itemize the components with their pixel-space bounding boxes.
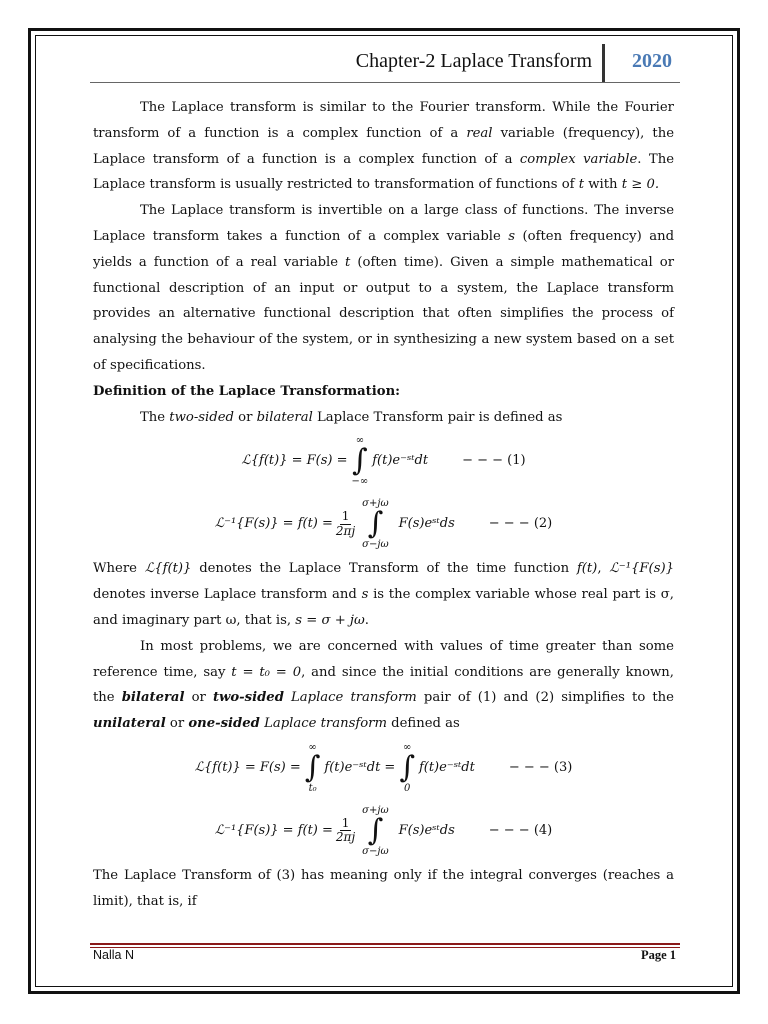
equation-3: ℒ{f(t)} = F(s) = ∞ ∫ t₀ f(t)e⁻ˢᵗdt = ∞ ∫ 0 f(t)e⁻ˢᵗdt − − − (3) [194, 741, 573, 794]
fraction: $\frac{1}{2\pi j}$ [335, 815, 356, 845]
integral-sign: ∞ ∫ 0 [399, 741, 415, 794]
paragraph-4: Where ℒ{f(t)} denotes the Laplace Transform of the time function f(t), ℒ⁻¹{F(s)} denotes inverse Laplace transform and s is the complex variable whose real part is σ, and imaginary part ω, that is, s = σ + jω. [93, 561, 674, 628]
integral-sign: σ+jω ∫ σ−jω [362, 498, 389, 551]
footer-rule-thin [90, 947, 680, 948]
integral-sign: ∞ ∫ −∞ [351, 435, 369, 488]
equation-number: − − − (1) [462, 453, 526, 469]
paragraph-3: The two-sided or bilateral Laplace Transform pair is defined as [140, 409, 563, 425]
fraction: $\frac{1}{2\pi j}$ [335, 509, 356, 538]
header-year: 2020 [632, 50, 672, 72]
paragraph-5: In most problems, we are concerned with values of time greater than some reference time, say t = t₀ = 0, and since the initial conditions are generally known, the bilateral or two-sided Laplace transform pair of (1) and (2) simplifies to the unilateral or one-sided Laplace transform defined as [93, 638, 674, 732]
header-rule [90, 82, 680, 83]
equation-1: ℒ{f(t)} = F(s) = ∞ ∫ −∞ f(t)e⁻ˢᵗdt − − − (1) [241, 435, 526, 488]
page-header [90, 46, 680, 80]
equation-number: − − − (4) [488, 823, 553, 839]
integral-sign: σ+jω ∫ σ−jω [362, 804, 389, 857]
footer-author: Nalla N [93, 948, 134, 962]
equation-number: − − − (2) [488, 516, 553, 532]
equation-2: ℒ⁻¹{F(s)} = f(t) = $\frac{1}{2\pi j}$ σ+jω ∫ σ−jω F(s)eˢᵗds − − − (2) [214, 498, 553, 551]
footer-rule [90, 943, 680, 945]
equation-number: − − − (3) [508, 760, 573, 776]
page-content [93, 95, 674, 915]
integral-sign: ∞ ∫ t₀ [304, 741, 321, 794]
header-separator [602, 44, 605, 82]
footer-page-number: Page 1 [640, 948, 676, 962]
section-heading: Definition of the Laplace Transformation: [93, 383, 401, 399]
paragraph-1: The Laplace transform is similar to the Fourier transform. While the Fourier transform of a function is a complex function of a real variable (frequency), the Laplace transform of a function is a complex function of a complex variable. The Laplace transform is usually restricted to transformation of functions of t with t ≥ 0. [93, 100, 674, 193]
header-title: Chapter-2 Laplace Transform [355, 50, 592, 72]
paragraph-2: The Laplace transform is invertible on a large class of functions. The inverse Laplace transform takes a function of a complex variable s (often frequency) and yields a function of a real variable t (often time). Given a simple mathematical or functional description of an input or output to a system, the Laplace transform provides an alternative functional description that often simplifies the process of analysing the behaviour of the system, or in synthesizing a new system based on a set of specifications. [93, 203, 675, 373]
equation-4: ℒ⁻¹{F(s)} = f(t) = $\frac{1}{2\pi j}$ σ+jω ∫ σ−jω F(s)eˢᵗds − − − (4) [214, 804, 553, 857]
paragraph-6: The Laplace Transform of (3) has meaning only if the integral converges (reaches a limit), that is, if [93, 867, 674, 909]
